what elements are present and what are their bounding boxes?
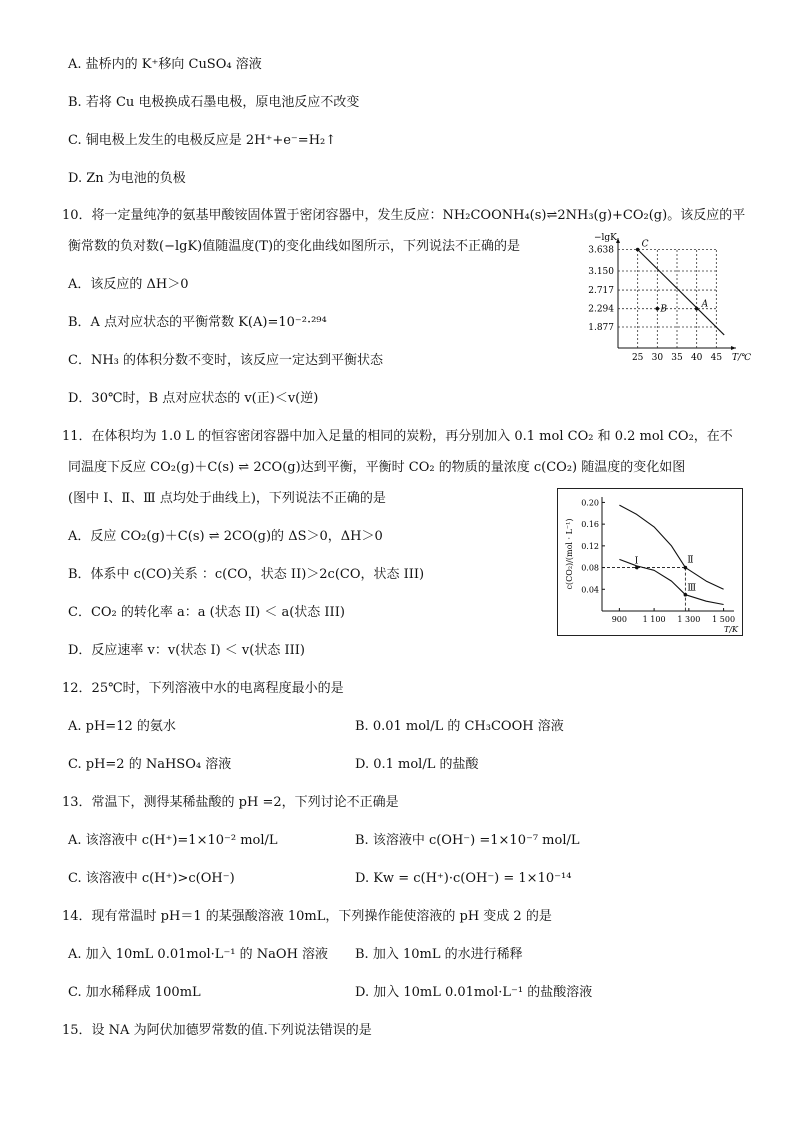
text-line: B．体系中 c(CO)关系 ：c(CO，状态 II)＞2c(CO，状态 III) (68, 567, 425, 582)
x-axis-label: T/K (724, 625, 739, 634)
y-tick-label: 0.12 (581, 541, 599, 551)
text-line: A. 加入 10mL 0.01mol·L⁻¹ 的 NaOH 溶液 (68, 947, 329, 962)
x-tick-label: 45 (710, 353, 723, 363)
text-line: D. Kw = c(H⁺)·c(OH⁻) = 1×10⁻¹⁴ (355, 871, 572, 886)
text-line: 同温度下反应 CO₂(g)＋C(s) ⇌ 2CO(g)达到平衡，平衡时 CO₂ 的物质的量浓度 c(CO₂) 随温度的变化如图 (68, 460, 686, 475)
text-line: D．反应速率 v：v(状态 I) ＜ v(状态 III) (68, 643, 305, 658)
text-line: A．反应 CO₂(g)＋C(s) ⇌ 2CO(g)的 ΔS＞0，ΔH＞0 (68, 529, 383, 544)
text-line: D．30℃时，B 点对应状态的 v(正)＜v(逆) (68, 391, 319, 406)
text-line: C．CO₂ 的转化率 a：a (状态 II) ＜ a(状态 III) (68, 605, 345, 620)
y-tick-label: 0.16 (581, 520, 599, 530)
y-tick-label: 3.638 (588, 245, 614, 256)
text-line: A．该反应的 ΔH＞0 (68, 277, 189, 292)
text-line: 15．设 NA 为阿伏加德罗常数的值.下列说法错误的是 (62, 1023, 372, 1038)
data-point (695, 307, 699, 311)
point-label: Ⅰ (634, 556, 639, 567)
text-line: C. 铜电极上发生的电极反应是 2H⁺+e⁻=H₂↑ (68, 133, 337, 148)
text-line: 14．现有常温时 pH＝1 的某强酸溶液 10mL，下列操作能使溶液的 pH 变成 2 的是 (62, 909, 552, 924)
data-point (684, 566, 688, 570)
x-axis-label: T/℃ (732, 353, 752, 363)
data-point (656, 307, 660, 311)
point-label: A (701, 299, 709, 310)
text-line: D. Zn 为电池的负极 (68, 171, 186, 186)
series-line (638, 250, 725, 335)
text-line: C. 该溶液中 c(H⁺)>c(OH⁻) (68, 871, 235, 886)
point-label: C (641, 239, 649, 250)
point-label: B (660, 304, 667, 315)
series-curve (619, 505, 723, 589)
text-line: A. pH=12 的氨水 (68, 719, 176, 734)
text-line: D. 加入 10mL 0.01mol·L⁻¹ 的盐酸溶液 (355, 985, 593, 1000)
y-tick-label: 2.717 (588, 286, 614, 297)
y-tick-label: 0.08 (581, 563, 599, 573)
data-point (636, 248, 640, 252)
x-tick-label: 1 500 (712, 615, 736, 624)
x-tick-label: 30 (651, 353, 664, 363)
y-axis-label: c(CO₂)/(mol · L⁻¹) (565, 518, 574, 590)
x-tick-label: 35 (671, 353, 683, 363)
text-line: C. 加水稀释成 100mL (68, 985, 201, 1000)
text-line: D. 0.1 mol/L 的盐酸 (355, 757, 479, 772)
text-line: C．NH₃ 的体积分数不变时，该反应一定达到平衡状态 (68, 353, 384, 368)
y-tick-label: 2.294 (588, 304, 614, 315)
x-tick-label: 1 300 (677, 615, 701, 624)
point-label: Ⅱ (687, 555, 694, 566)
y-tick-label: 3.150 (588, 267, 614, 277)
y-axis-label: −lgK (594, 233, 617, 243)
text-line: C. pH=2 的 NaHSO₄ 溶液 (68, 757, 232, 772)
text-line: A. 该溶液中 c(H⁺)=1×10⁻² mol/L (68, 833, 278, 848)
y-tick-label: 0.04 (581, 585, 599, 595)
text-line: B. 若将 Cu 电极换成石墨电极，原电池反应不改变 (68, 95, 360, 110)
text-line: B．A 点对应状态的平衡常数 K(A)=10⁻²·²⁹⁴ (68, 315, 327, 330)
x-tick-label: 25 (631, 353, 644, 363)
neg-lgK-vs-temperature-chart (570, 228, 752, 368)
x-tick-label: 1 100 (642, 615, 666, 624)
y-tick-label: 1.877 (588, 323, 614, 334)
y-tick-label: 0.20 (581, 498, 599, 508)
text-line: B. 加入 10mL 的水进行稀释 (355, 947, 523, 962)
text-line: 13．常温下，测得某稀盐酸的 pH =2，下列讨论不正确是 (62, 795, 399, 810)
text-line: 衡常数的负对数(−lgK)值随温度(T)的变化曲线如图所示，下列说法不正确的是 (68, 239, 521, 254)
point-label: Ⅲ (687, 583, 697, 594)
text-line: B. 0.01 mol/L 的 CH₃COOH 溶液 (355, 719, 564, 734)
text-line: B. 该溶液中 c(OH⁻) =1×10⁻⁷ mol/L (355, 833, 580, 848)
text-line: 10．将一定量纯净的氨基甲酸铵固体置于密闭容器中，发生反应：NH₂COONH₄(s)⇌2NH₃(g)+CO₂(g)。该反应的平 (62, 208, 746, 223)
x-tick-label: 40 (690, 353, 703, 363)
x-axis-arrow (731, 346, 736, 350)
text-line: 12．25℃时，下列溶液中水的电离程度最小的是 (62, 681, 344, 696)
co2-concentration-vs-temperature-chart (558, 489, 742, 635)
text-line: 11．在体积均为 1.0 L 的恒容密闭容器中加入足量的相同的炭粉，再分别加入 0.1 mol CO₂ 和 0.2 mol CO₂，在不 (62, 429, 733, 444)
text-line: A. 盐桥内的 K⁺移向 CuSO₄ 溶液 (68, 57, 262, 72)
x-tick-label: 900 (611, 615, 628, 624)
text-line: (图中 Ⅰ、Ⅱ、Ⅲ 点均处于曲线上)，下列说法不正确的是 (68, 491, 386, 506)
